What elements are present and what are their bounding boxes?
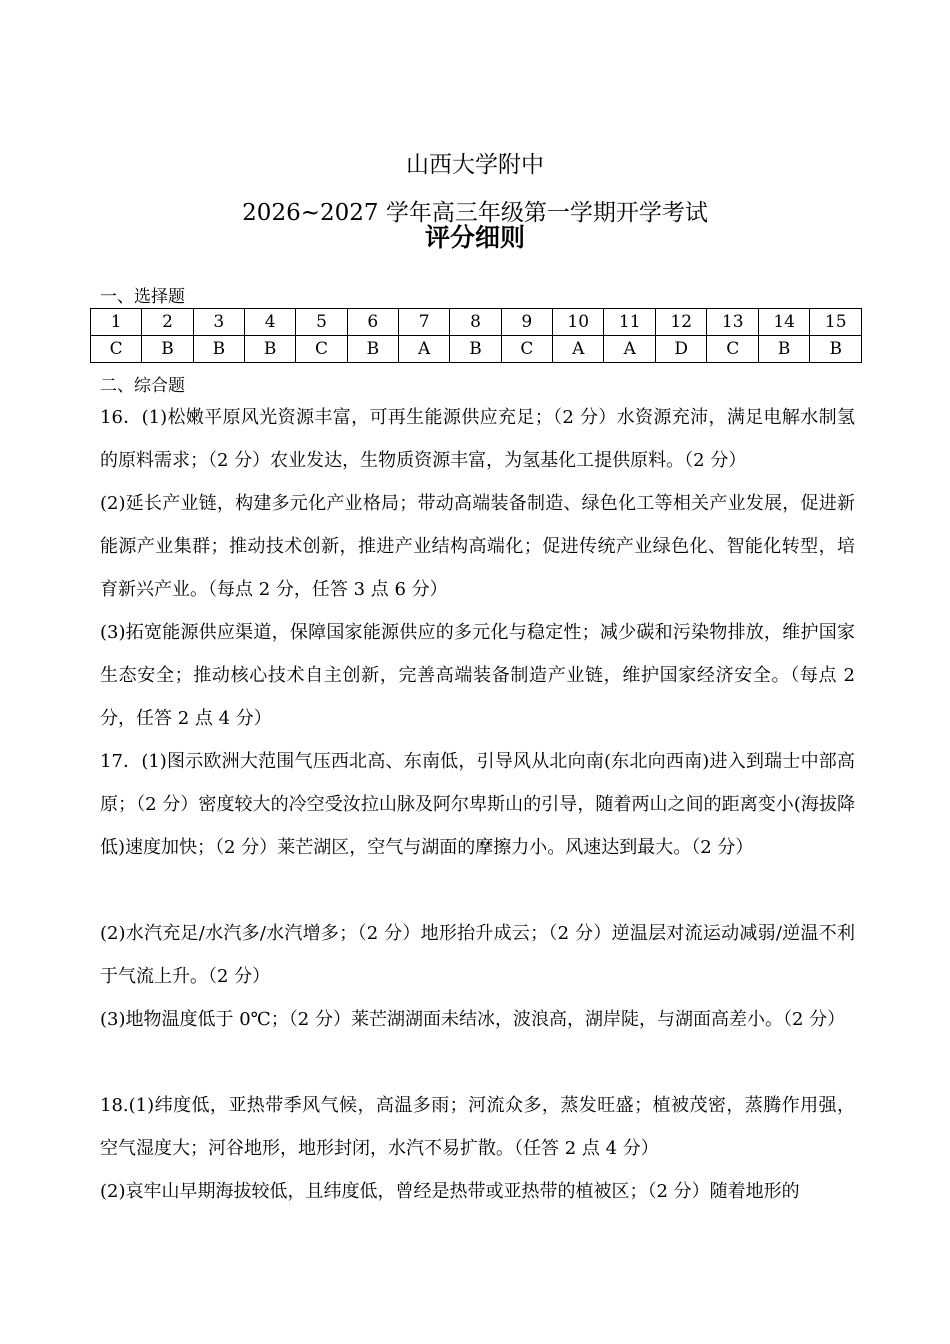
answer-cell: B xyxy=(810,336,862,363)
answer-cell: A xyxy=(604,336,655,363)
answer-cell: B xyxy=(347,336,398,363)
question-number: 10 xyxy=(553,309,604,336)
answer-cell: A xyxy=(399,336,450,363)
question-number-row xyxy=(91,309,862,336)
answer-table xyxy=(90,308,862,363)
question-number: 13 xyxy=(707,309,758,336)
answer-cell: C xyxy=(501,336,552,363)
question-number: 4 xyxy=(245,309,296,336)
question-number: 8 xyxy=(450,309,501,336)
answer-q17-part1: 17．(1)图示欧洲大范围气压西北高、东南低，引导风从北向南(东北向西南)进入到瑞士中部高原；（2 分）密度较大的冷空受汝拉山脉及阿尔卑斯山的引导，随着两山之间的距离变小(海拔降低)速度加快；（2 分）莱芒湖区，空气与湖面的摩擦力小。风速达到最大。（2 分） xyxy=(100,751,855,858)
question-number: 5 xyxy=(296,309,347,336)
question-number: 11 xyxy=(604,309,655,336)
answer-q18-part2: (2)哀牢山早期海拔较低，且纬度低，曾经是热带或亚热带的植被区；（2 分）随着地形的 xyxy=(100,1181,800,1202)
answer-cell: C xyxy=(91,336,142,363)
answer-cell: B xyxy=(245,336,296,363)
question-number: 14 xyxy=(758,309,809,336)
answer-cell: C xyxy=(296,336,347,363)
answer-q17-part2: (2)水汽充足/水汽多/水汽增多；（2 分）地形抬升成云；（2 分）逆温层对流运动减弱/逆温不利于气流上升。（2 分） xyxy=(100,923,855,987)
answer-cell: D xyxy=(655,336,706,363)
section-label-choice: 一、选择题 xyxy=(100,287,185,307)
question-number: 15 xyxy=(810,309,862,336)
answer-cell: A xyxy=(553,336,604,363)
answer-row xyxy=(91,336,862,363)
answer-q17-part3: (3)地物温度低于 0℃；（2 分）莱芒湖湖面未结冰，波浪高，湖岸陡，与湖面高差小。（2 分） xyxy=(100,1009,846,1030)
answer-cell: B xyxy=(758,336,809,363)
exam-title: 2026~2027 学年高三年级第一学期开学考试 xyxy=(242,200,708,226)
question-number: 12 xyxy=(655,309,706,336)
question-number: 3 xyxy=(193,309,244,336)
school-name: 山西大学附中 xyxy=(406,152,544,178)
answer-q16-part3: (3)拓宽能源供应渠道，保障国家能源供应的多元化与稳定性；减少碳和污染物排放，维护国家生态安全；推动核心技术自主创新，完善高端装备制造产业链，维护国家经济安全。（每点 2 分，任答 2 点 4 分） xyxy=(100,622,855,729)
question-number: 1 xyxy=(91,309,142,336)
answer-q18-part1: 18.(1)纬度低，亚热带季风气候，高温多雨；河流众多，蒸发旺盛；植被茂密，蒸腾作用强，空气湿度大；河谷地形，地形封闭，水汽不易扩散。（任答 2 点 4 分） xyxy=(100,1095,855,1159)
answer-cell: B xyxy=(142,336,193,363)
question-number: 9 xyxy=(501,309,552,336)
answer-cell: C xyxy=(707,336,758,363)
answer-cell: B xyxy=(450,336,501,363)
answer-q16-part2: (2)延长产业链，构建多元化产业格局；带动高端装备制造、绿色化工等相关产业发展，促进新能源产业集群；推动技术创新，推进产业结构高端化；促进传统产业绿色化、智能化转型，培育新兴产业。（每点 2 分，任答 3 点 6 分） xyxy=(100,493,855,600)
answer-q16-part1: 16．(1)松嫩平原风光资源丰富，可再生能源供应充足；（2 分）水资源充沛，满足电解水制氢的原料需求；（2 分）农业发达，生物质资源丰富，为氢基化工提供原料。（2 分） xyxy=(100,407,855,471)
answer-cell: B xyxy=(193,336,244,363)
question-number: 2 xyxy=(142,309,193,336)
document-title: 评分细则 xyxy=(424,223,525,252)
question-number: 7 xyxy=(399,309,450,336)
question-number: 6 xyxy=(347,309,398,336)
section-label-comprehensive: 二、综合题 xyxy=(100,376,185,396)
